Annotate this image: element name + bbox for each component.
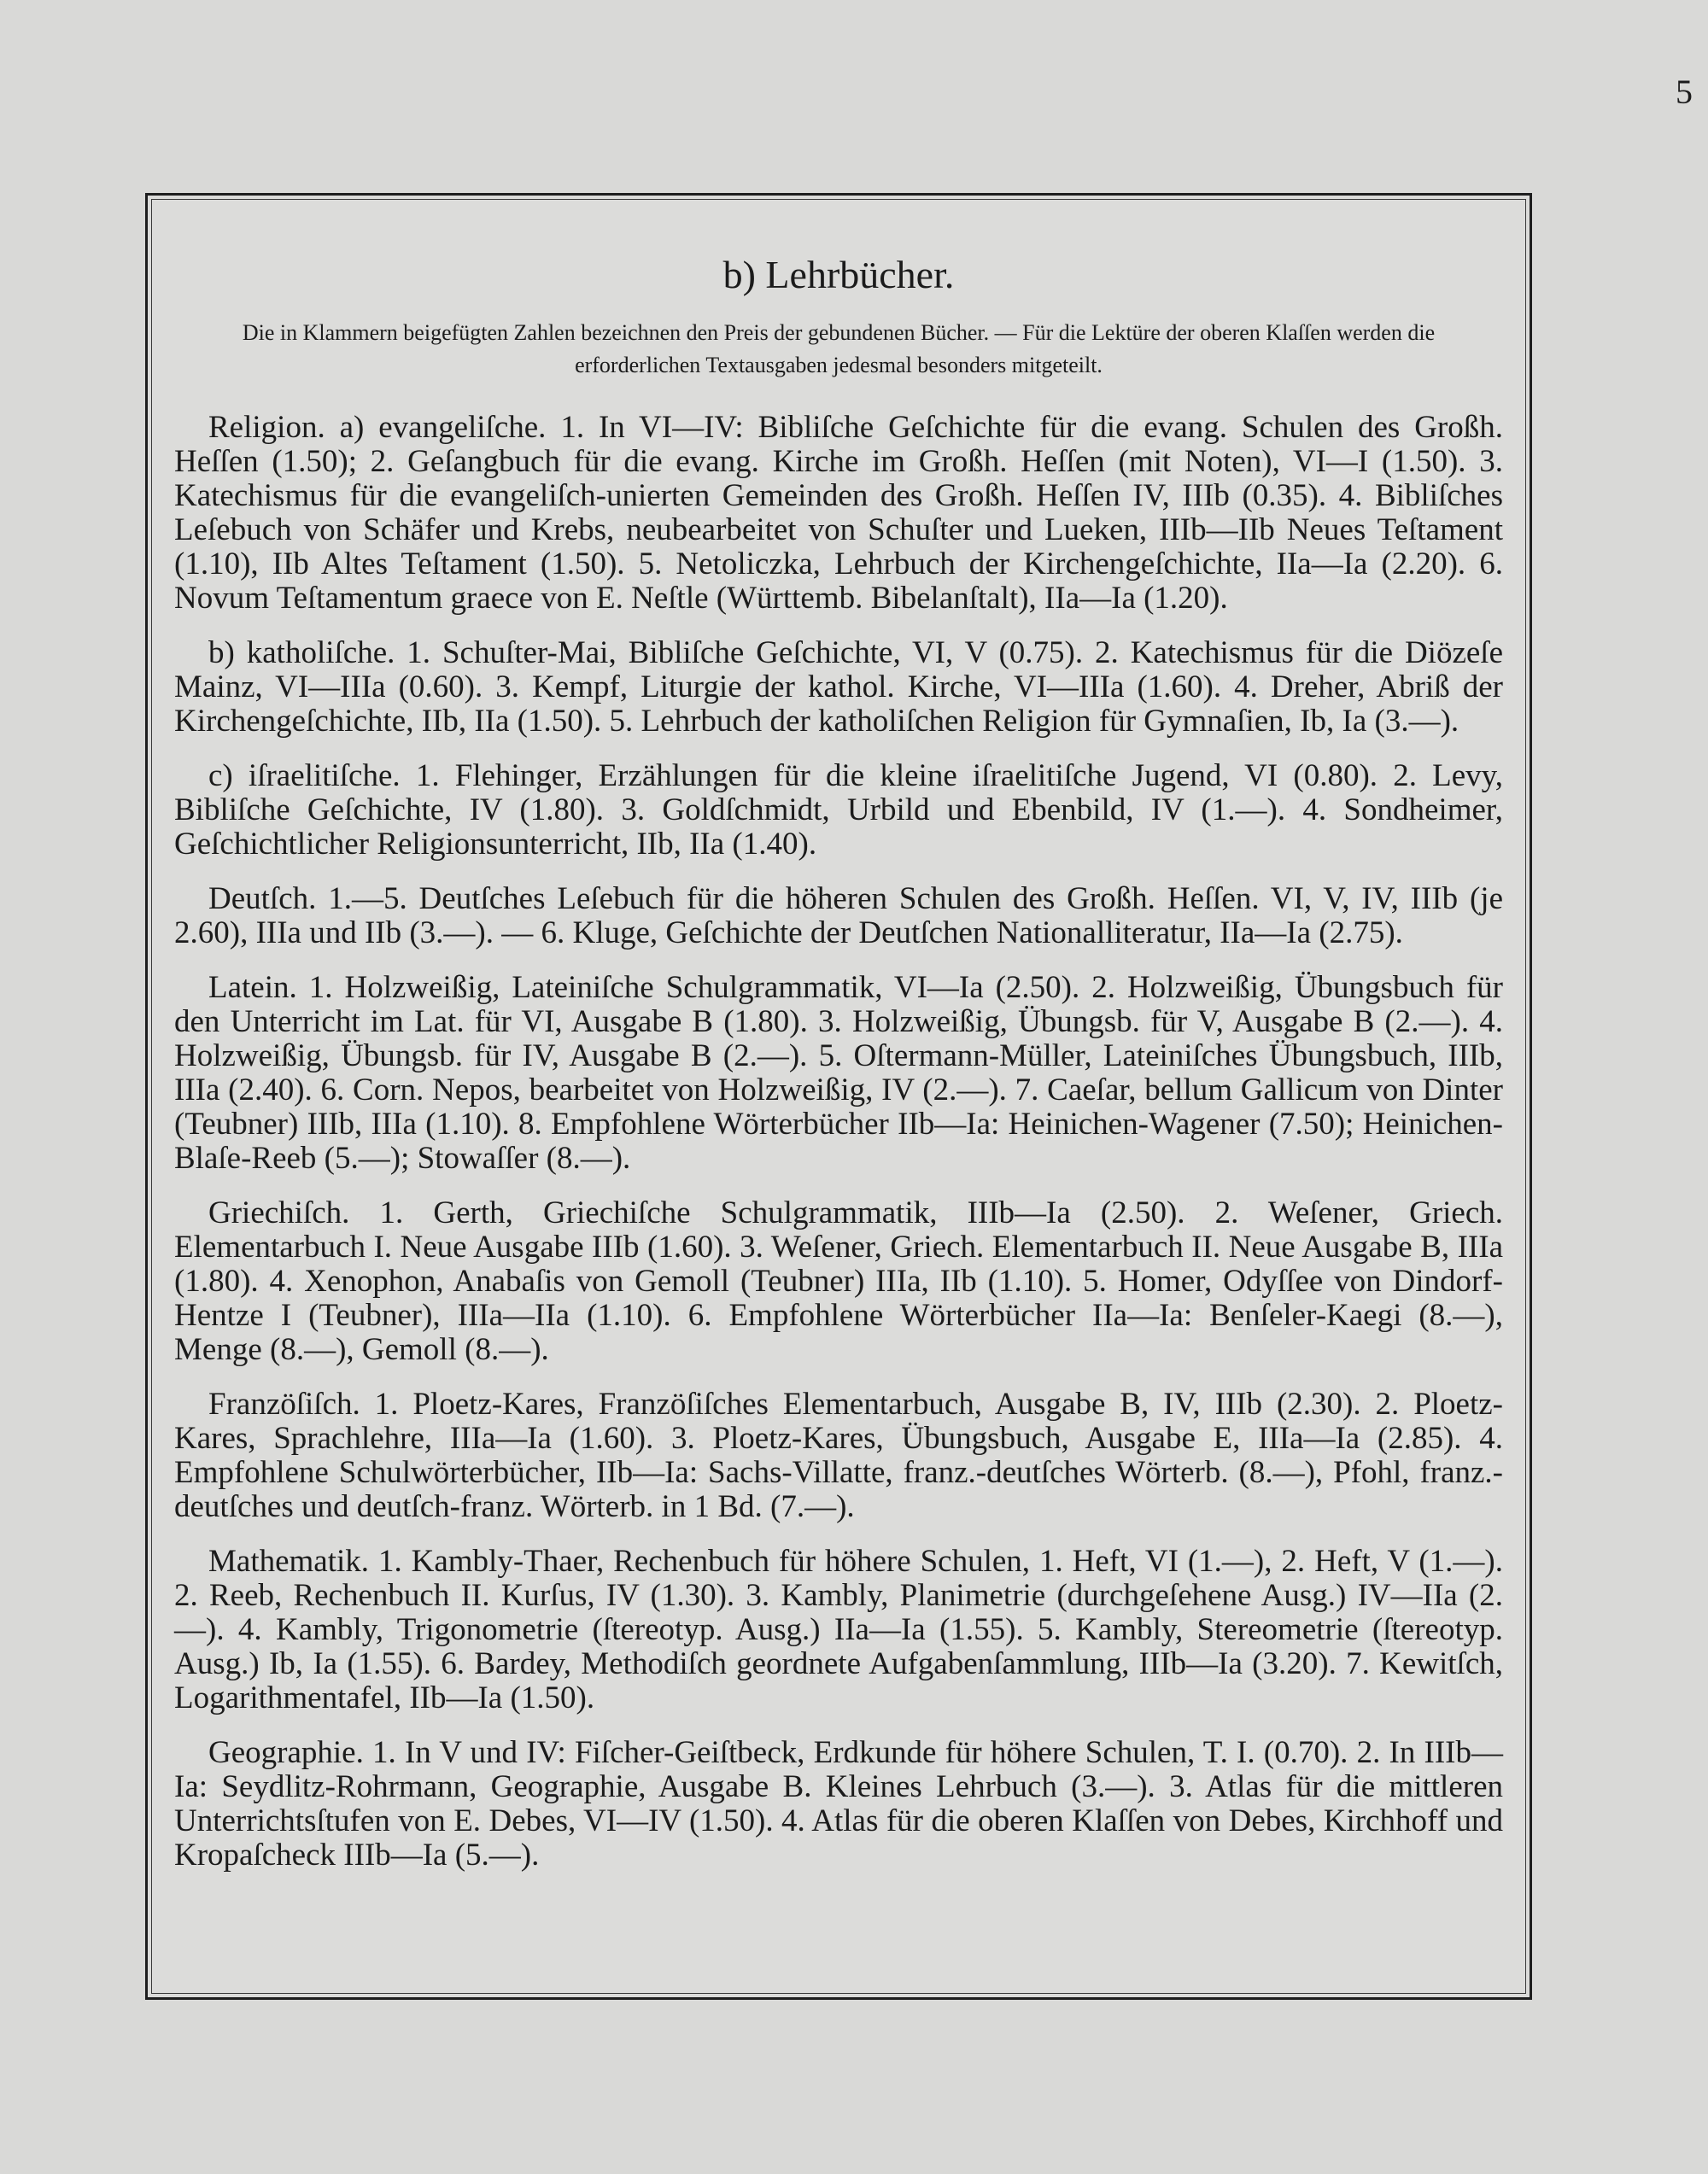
textbook-list-frame — [145, 193, 1532, 2000]
entry-french: Franzöſiſch. 1. Ploetz-Kares, Franzöſiſches Elementarbuch, Ausgabe B, IV, IIIb (2.30). 2. Ploetz-Kares, Sprachlehre, IIIa—Ia (1.60). 3. Ploetz-Kares, Übungsbuch, Ausgabe E, IIIa—Ia (2.85). 4. Empfohlene Schulwörterbücher, IIb—Ia: Sachs-Villatte, franz.-deutſches Wörterb. (8.—), Pfohl, franz.-deutſches und deutſch-franz. Wörterb. in 1 Bd. (7.—). — [174, 1387, 1503, 1525]
entry-religion-evangelical: Religion. a) evangeliſche. 1. In VI—IV: Bibliſche Geſchichte für die evang. Schulen des Großh. Heſſen (1.50); 2. Geſangbuch für die evang. Kirche im Großh. Heſſen (mit Noten), VI—I (1.50). 3. Katechismus für die evangeliſch-unierten Gemeinden des Großh. Heſſen IV, IIIb (0.35). 4. Bibliſches Leſebuch von Schäfer und Krebs, neubearbeitet von Schuſter und Lueken, IIIb—IIb Neues Teſtament (1.10), IIb Altes Teſtament (1.50). 5. Netoliczka, Lehrbuch der Kirchengeſchichte, IIa—Ia (2.20). 6. Novum Teſtamentum graece von E. Neſtle (Württemb. Bibelanſtalt), IIa—Ia (1.20). — [174, 410, 1503, 617]
price-note: Die in Klammern beigefügten Zahlen bezeichnen den Preis der gebundenen Bücher. — Für die Lektüre der oberen Klaſſen werden die erforderlichen Textausgaben jedesmal besonders mitgeteilt. — [242, 320, 1436, 378]
entry-latin: Latein. 1. Holzweißig, Lateiniſche Schulgrammatik, VI—Ia (2.50). 2. Holzweißig, Übungsbuch für den Unterricht im Lat. für VI, Ausgabe B (1.80). 3. Holzweißig, Übungsb. für V, Ausgabe B (2.—). 4. Holzweißig, Übungsb. für IV, Ausgabe B (2.—). 5. Oſtermann-Müller, Lateiniſches Übungsbuch, IIIb, IIIa (2.40). 6. Corn. Nepos, bearbeitet von Holzweißig, IV (2.—). 7. Caeſar, bellum Gallicum von Dinter (Teubner) IIIb, IIIa (1.10). 8. Empfohlene Wörterbücher IIb—Ia: Heinichen-Wagener (7.50); Heinichen-Blaſe-Reeb (5.—); Stowaſſer (8.—). — [174, 970, 1503, 1177]
entry-german: Deutſch. 1.—5. Deutſches Leſebuch für die höheren Schulen des Großh. Heſſen. VI, V, IV, IIIb (je 2.60), IIIa und IIb (3.—). — 6. Kluge, Geſchichte der Deutſchen Nationalliteratur, IIa—Ia (2.75). — [174, 881, 1503, 951]
entry-greek: Griechiſch. 1. Gerth, Griechiſche Schulgrammatik, IIIb—Ia (2.50). 2. Weſener, Griech. Elementarbuch I. Neue Ausgabe IIIb (1.60). 3. Weſener, Griech. Elementarbuch II. Neue Ausgabe B, IIIa (1.80). 4. Xenophon, Anabaſis von Gemoll (Teubner) IIIa, IIb (1.10). 5. Homer, Odyſſee von Dindorf-Hentze I (Teubner), IIIa—IIa (1.10). 6. Empfohlene Wörterbücher IIa—Ia: Benſeler-Kaegi (8.—), Menge (8.—), Gemoll (8.—). — [174, 1195, 1503, 1368]
frame-inner — [151, 199, 1526, 1994]
section-heading: b) Lehrbücher. — [722, 253, 955, 296]
entry-mathematics: Mathematik. 1. Kambly-Thaer, Rechenbuch für höhere Schulen, 1. Heft, VI (1.—), 2. Heft, V (1.—). 2. Reeb, Rechenbuch II. Kurſus, IV (1.30). 3. Kambly, Planimetrie (durchgeſehene Ausg.) IV—IIa (2.—). 4. Kambly, Trigonometrie (ſtereotyp. Ausg.) IIa—Ia (1.55). 5. Kambly, Stereometrie (ſtereotyp. Ausg.) Ib, Ia (1.55). 6. Bardey, Methodiſch geordnete Aufgabenſammlung, IIIb—Ia (3.20). 7. Kewitſch, Logarithmentafel, IIb—Ia (1.50). — [174, 1544, 1503, 1716]
page-number: 5 — [1676, 73, 1693, 111]
entry-religion-catholic: b) katholiſche. 1. Schuſter-Mai, Bibliſche Geſchichte, VI, V (0.75). 2. Katechismus für die Diözeſe Mainz, VI—IIIa (0.60). 3. Kempf, Liturgie der kathol. Kirche, VI—IIIa (1.60). 4. Dreher, Abriß der Kirchengeſchichte, IIb, IIa (1.50). 5. Lehrbuch der katholiſchen Religion für Gymnaſien, Ib, Ia (3.—). — [174, 635, 1503, 739]
entry-geography: Geographie. 1. In V und IV: Fiſcher-Geiſtbeck, Erdkunde für höhere Schulen, T. I. (0.70). 2. In IIIb—Ia: Seydlitz-Rohrmann, Geographie, Ausgabe B. Kleines Lehrbuch (3.—). 3. Atlas für die mittleren Unterrichtsſtufen von E. Debes, VI—IV (1.50). 4. Atlas für die oberen Klaſſen von Debes, Kirchhoff und Kropaſcheck IIIb—Ia (5.—). — [174, 1735, 1503, 1873]
entry-religion-israelite: c) iſraelitiſche. 1. Flehinger, Erzählungen für die kleine iſraelitiſche Jugend, VI (0.80). 2. Levy, Bibliſche Geſchichte, IV (1.80). 3. Goldſchmidt, Urbild und Ebenbild, IV (1.—). 4. Sondheimer, Geſchichtlicher Religionsunterricht, IIb, IIa (1.40). — [174, 758, 1503, 862]
